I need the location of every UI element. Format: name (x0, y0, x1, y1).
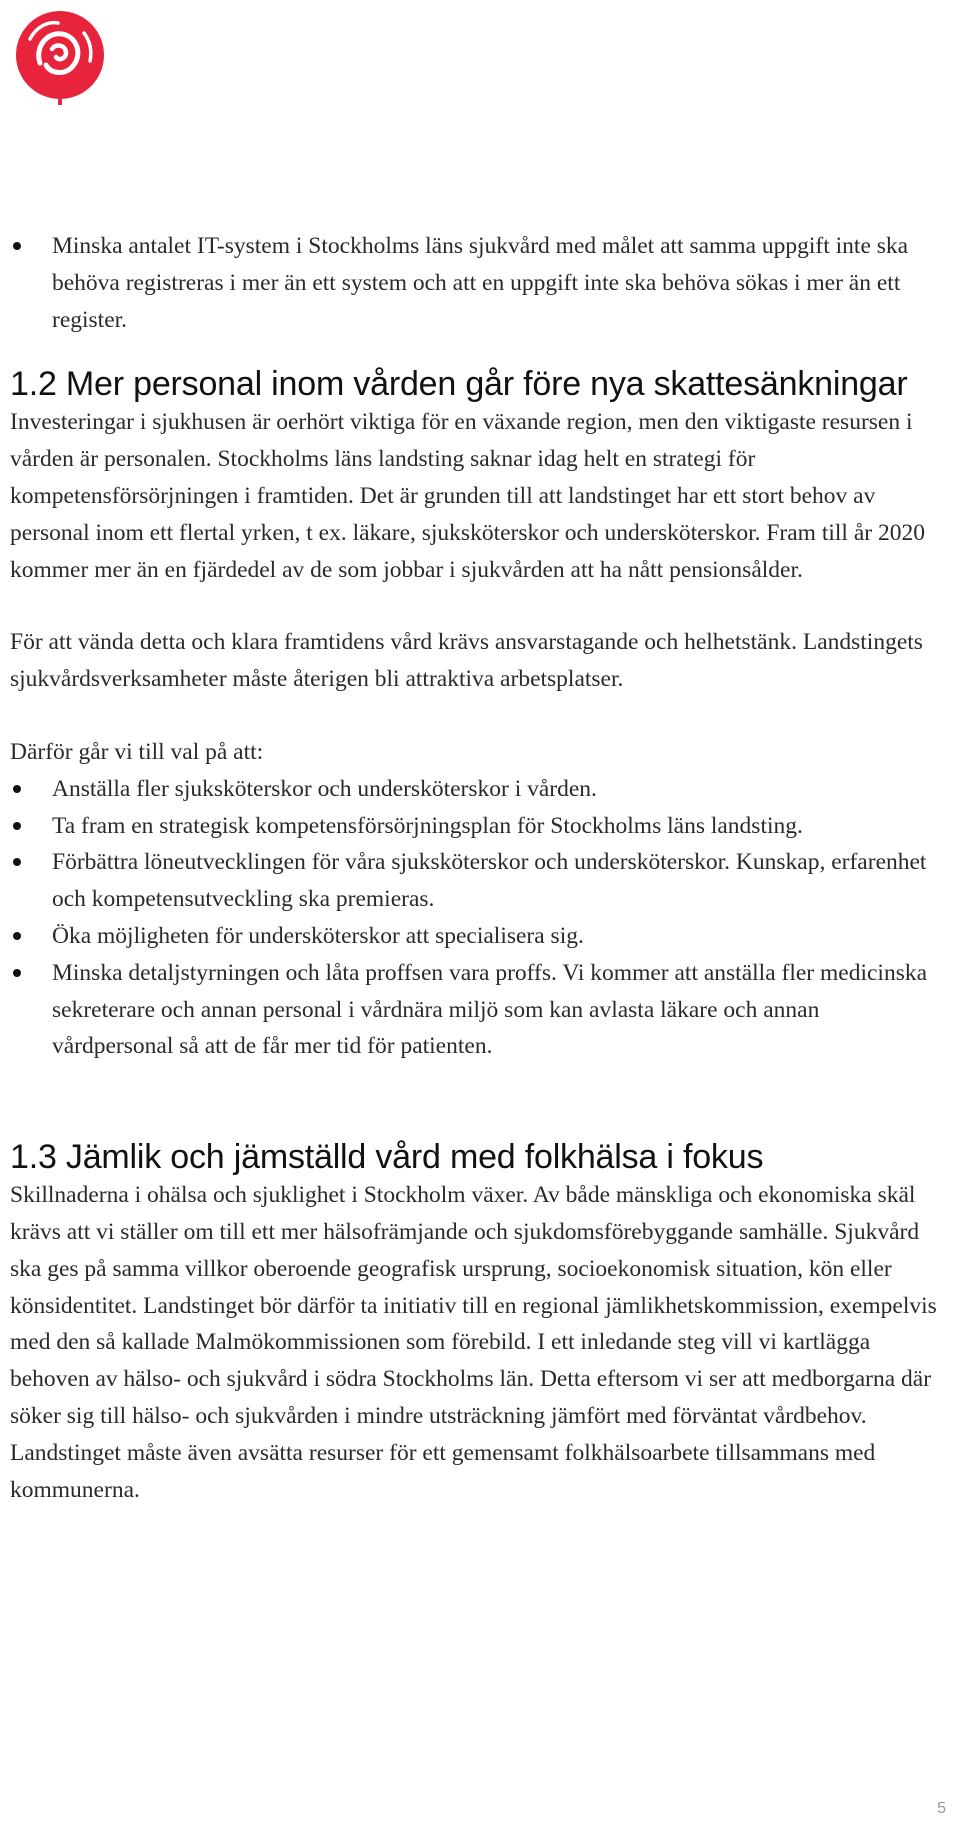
section-heading-1-3: 1.3 Jämlik och jämställd vård med folkhälsa i fokus (10, 1138, 764, 1177)
section-1-3-paragraph-1: Skillnaderna i ohälsa och sjuklighet i Stockholm växer. Av både mänskliga och ekonomiska skäl krävs att vi ställer om till ett mer hälsofrämjande och sjukdomsförebyggande samhälle. Sjukvård ska ges på samma villkor oberoende geografisk ursprung, socioekonomisk situation, kön eller könsidentitet. Landstinget bör därför ta initiativ till en regional jämlikhetskommission, exempelvis med den så kallade Malmökommissionen som förebild. I ett inledande steg vill vi kartlägga behoven av hälso- och sjukvård i södra Stockholms län. Detta eftersom vi ser att medborgarna där söker sig till hälso- och sjukvården i mindre utsträckning jämfört med förväntat vårdbehov. Landstinget måste även avsätta resurser för ett gemensamt folkhälsoarbete tillsammans med kommunerna. (10, 1182, 937, 1503)
list-item: Minska detaljstyrningen och låta proffsen vara proffs. Vi kommer att anställa fler medicinska sekreterare och annan personal i vårdnära miljö som kan avlasta läkare och annan vårdpersonal så att de får mer tid för patienten. (10, 955, 945, 1065)
bullet-icon (13, 242, 21, 250)
intro-bullet-list (10, 228, 945, 338)
page-number: 5 (937, 1800, 946, 1817)
rose-logo-icon (10, 5, 110, 105)
bullet-icon (13, 932, 21, 940)
list-item: Minska antalet IT-system i Stockholms läns sjukvård med målet att samma uppgift inte ska behöva registreras i mer än ett system och att en uppgift inte ska behöva sökas i mer än ett register. (10, 228, 945, 338)
list-item: Öka möjligheten för undersköterskor att specialisera sig. (10, 918, 945, 955)
bullet-icon (13, 858, 21, 866)
list-item: Ta fram en strategisk kompetensförsörjningsplan för Stockholms läns landsting. (10, 808, 945, 845)
document-body (10, 228, 945, 1508)
list-item: Anställa fler sjuksköterskor och undersköterskor i vården. (10, 771, 945, 808)
section-1-2-paragraph-1: Investeringar i sjukhusen är oerhört viktiga för en växande region, men den viktigaste resursen i vården är personalen. Stockholms läns landsting saknar idag helt en strategi för kompetensförsörjningen i framtiden. Det är grunden till att landstinget har ett stort behov av personal inom ett flertal yrken, t ex. läkare, sjuksköterskor och undersköterskor. Fram till år 2020 kommer mer än en fjärdedel av de som jobbar i sjukvården att ha nått pensionsålder. (10, 409, 925, 583)
section-1-2-bullet-list (10, 771, 945, 1065)
list-item: Förbättra löneutvecklingen för våra sjuksköterskor och undersköterskor. Kunskap, erfarenhet och kompetensutveckling ska premieras. (10, 844, 945, 918)
section-heading-1-2: 1.2 Mer personal inom vården går före nya skattesänkningar (10, 365, 908, 404)
bullet-icon (13, 969, 21, 977)
section-1-2-paragraph-2: För att vända detta och klara framtidens vård krävs ansvarstagande och helhetstänk. Landstingets sjukvårdsverksamheter måste återigen bli attraktiva arbetsplatser. (10, 629, 923, 693)
list-intro: Därför går vi till val på att: (10, 738, 264, 765)
bullet-icon (13, 785, 21, 793)
bullet-icon (13, 822, 21, 830)
